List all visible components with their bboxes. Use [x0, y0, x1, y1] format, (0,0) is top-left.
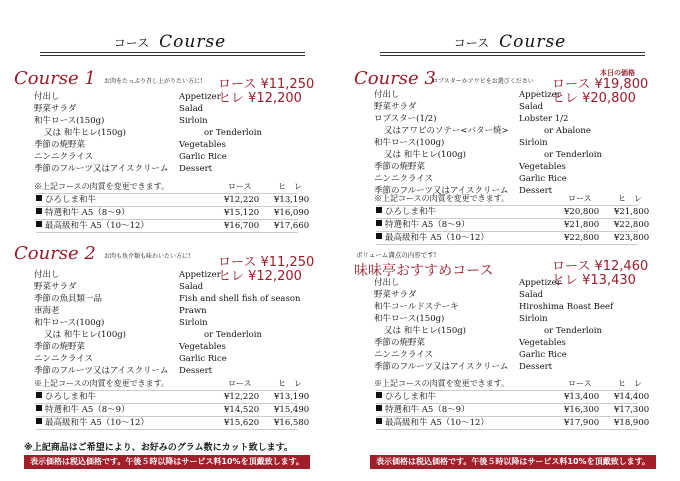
price-sirloin-cell: ¥13,400 — [564, 392, 600, 402]
tax-note-bar: 表示価格は税込価格です。午後５時以降はサービス料10%を頂戴致します。 — [370, 455, 656, 469]
bullet-square-icon — [376, 220, 382, 226]
price-fillet: ヒレ ¥20,800 — [552, 91, 636, 106]
price-row — [36, 220, 310, 232]
menu-item — [374, 278, 561, 289]
price-fillet-cell: ¥13,190 — [274, 392, 310, 402]
menu-item-jp: 野菜サラダ — [374, 290, 417, 300]
cut-note: ※上記商品はご希望により、お好みのグラム数にカット致します。 — [24, 443, 293, 453]
menu-item-jp: 野菜サラダ — [34, 282, 77, 292]
beef-grade: ひろしま和牛 — [45, 392, 97, 402]
change-note: ※上記コースの肉質を変更できます。 — [374, 194, 509, 203]
menu-item-en: Dessert — [179, 366, 213, 376]
menu-item-jp: 季節の魚貝類一品 — [34, 294, 103, 304]
col-fillet: ヒ レ — [278, 379, 302, 388]
bullet-square-icon — [36, 392, 42, 398]
price-fillet-cell: ¥16,580 — [274, 418, 310, 428]
menu-item-jp: 付出し — [34, 270, 60, 280]
price-row — [376, 417, 650, 429]
menu-item-en: Sirloin — [519, 138, 548, 148]
price-row — [376, 219, 650, 231]
menu-item — [34, 366, 213, 377]
menu-item-jp: 季節のフルーツ又はアイスクリーム — [374, 362, 509, 372]
price-sirloin: ロース ¥11,250 — [218, 77, 315, 92]
bullet-square-icon — [376, 207, 382, 213]
menu-item-en: or Tenderloin — [204, 128, 262, 138]
price-row — [376, 404, 650, 416]
row-divider — [36, 232, 298, 233]
course-title: Course 3 — [354, 68, 436, 89]
price-sirloin-cell: ¥14,520 — [224, 405, 260, 415]
menu-item-en: Garlic Rice — [179, 354, 227, 364]
menu-item-en: Hiroshima Roast Beef — [519, 302, 614, 312]
menu-item-jp: 又は 和牛ヒレ(150g) — [44, 128, 126, 138]
menu-item — [384, 326, 602, 337]
beef-grade: 特選和牛 A5（8〜9） — [385, 405, 470, 415]
menu-item-jp: 野菜サラダ — [374, 102, 417, 112]
menu-item — [374, 114, 569, 125]
bullet-square-icon — [376, 392, 382, 398]
course-tagline: お肉をたっぷり召し上がりたい方に! — [104, 78, 203, 85]
menu-item-en: Sirloin — [179, 116, 208, 126]
menu-item — [374, 138, 548, 149]
beef-grade: ひろしま和牛 — [45, 195, 97, 205]
menu-item-jp: ニンニクライス — [34, 152, 94, 162]
course-title: Course 2 — [14, 243, 96, 264]
menu-item-jp: 和牛ロース(150g) — [34, 116, 105, 126]
price-fillet-cell: ¥16,090 — [274, 208, 310, 218]
beef-grade: ひろしま和牛 — [385, 392, 437, 402]
menu-item-en: or Tenderloin — [544, 326, 602, 336]
price-fillet: ヒレ ¥12,200 — [218, 91, 302, 106]
menu-item-jp: 季節の焼野菜 — [374, 338, 426, 348]
menu-item-jp: ロブスター(1/2) — [374, 114, 437, 124]
header-rule — [380, 52, 645, 53]
price-sirloin-cell: ¥17,900 — [564, 418, 600, 428]
menu-item — [374, 338, 566, 349]
menu-item-en: Appetizer — [519, 278, 561, 288]
change-note: ※上記コースの肉質を変更できます。 — [374, 379, 509, 388]
menu-item — [374, 102, 544, 113]
menu-item-en: Salad — [519, 102, 544, 112]
menu-item-jp: ニンニクライス — [374, 350, 434, 360]
menu-item — [374, 362, 553, 373]
menu-item — [374, 350, 567, 361]
beef-grade: 最高級和牛 A5（10〜12） — [45, 418, 149, 428]
menu-item-en: Fish and shell fish of season — [179, 294, 301, 304]
header-rule — [40, 52, 305, 53]
menu-item — [374, 302, 614, 313]
menu-item-jp: 季節の焼野菜 — [34, 342, 86, 352]
menu-item — [44, 330, 262, 341]
menu-item-jp: 季節のフルーツ又はアイスクリーム — [34, 366, 169, 376]
price-fillet-cell: ¥17,300 — [614, 405, 650, 415]
price-sirloin-cell: ¥21,800 — [564, 220, 600, 230]
price-row — [36, 404, 310, 416]
menu-item-en: Dessert — [519, 186, 553, 196]
menu-item-jp: 又は 和牛ヒレ(100g) — [384, 150, 466, 160]
col-sirloin: ロース — [228, 182, 252, 191]
menu-item-jp: 車海老 — [34, 306, 60, 316]
col-fillet: ヒ レ — [618, 379, 642, 388]
menu-item-jp: 付出し — [374, 90, 400, 100]
menu-item-jp: ニンニクライス — [34, 354, 94, 364]
bullet-square-icon — [36, 418, 42, 424]
course-title: Course 1 — [14, 68, 96, 89]
price-row — [376, 232, 650, 244]
beef-grade: 特選和牛 A5（8〜9） — [45, 405, 130, 415]
price-sirloin-cell: ¥20,800 — [564, 207, 600, 217]
menu-item — [34, 306, 207, 317]
menu-item-en: Prawn — [179, 306, 207, 316]
menu-item-jp: 和牛ロース(100g) — [34, 318, 105, 328]
beef-grade: 特選和牛 A5（8〜9） — [45, 208, 130, 218]
menu-item-en: Salad — [519, 290, 544, 300]
menu-item — [374, 290, 544, 301]
course-prices — [218, 256, 314, 284]
menu-item-jp: 又は 和牛ヒレ(100g) — [44, 330, 126, 340]
col-sirloin: ロース — [568, 379, 592, 388]
row-divider — [376, 244, 638, 245]
menu-item — [34, 354, 227, 365]
menu-item-jp: ニンニクライス — [374, 174, 434, 184]
price-row — [36, 417, 310, 429]
menu-item-en: or Tenderloin — [204, 330, 262, 340]
col-fillet: ヒ レ — [618, 194, 642, 203]
price-sirloin-cell: ¥15,620 — [224, 418, 260, 428]
bullet-square-icon — [376, 405, 382, 411]
price-sirloin-cell: ¥12,220 — [224, 392, 260, 402]
price-fillet: ヒレ ¥13,430 — [552, 273, 636, 288]
menu-item-en: or Tenderloin — [544, 150, 602, 160]
col-fillet: ヒ レ — [278, 182, 302, 191]
beef-grade: 最高級和牛 A5（10〜12） — [45, 221, 149, 231]
page-header: コース Course — [453, 32, 567, 52]
menu-item — [34, 342, 226, 353]
price-fillet-cell: ¥17,660 — [274, 221, 310, 231]
menu-item-jp: 又は 和牛ヒレ(150g) — [384, 326, 466, 336]
menu-item-en: Vegetables — [179, 342, 226, 352]
tax-note-bar: 表示価格は税込価格です。午後５時以降はサービス料10%を頂戴致します。 — [24, 455, 310, 469]
change-note: ※上記コースの肉質を変更できます。 — [34, 182, 169, 191]
price-fillet-cell: ¥22,800 — [614, 220, 650, 230]
menu-item-en: Salad — [179, 104, 204, 114]
bullet-square-icon — [36, 405, 42, 411]
price-sirloin: ロース ¥11,250 — [218, 255, 315, 270]
col-sirloin: ロース — [568, 194, 592, 203]
beef-grade: 特選和牛 A5（8〜9） — [385, 220, 470, 230]
header-rule — [380, 55, 645, 56]
course-tagline: ロブスターかアワビをお選びください — [432, 78, 534, 85]
menu-item-jp: 野菜サラダ — [34, 104, 77, 114]
course-tagline: ボリューム満点の内容です! — [356, 251, 437, 259]
course-prices — [218, 78, 314, 106]
beef-grade: ひろしま和牛 — [385, 207, 437, 217]
menu-item-jp: 付出し — [34, 92, 60, 102]
row-divider — [376, 429, 638, 430]
menu-item-en: or Abalone — [544, 126, 591, 136]
menu-item-jp: 付出し — [374, 278, 400, 288]
price-row — [36, 207, 310, 219]
page-header: コース Course — [113, 32, 227, 52]
beef-grade: 最高級和牛 A5（10〜12） — [385, 233, 489, 243]
menu-item — [374, 314, 548, 325]
price-row — [376, 206, 650, 218]
menu-item-en: Salad — [179, 282, 204, 292]
menu-item — [374, 162, 566, 173]
price-fillet-cell: ¥21,800 — [614, 207, 650, 217]
menu-item-en: Appetizer — [179, 92, 221, 102]
course-tagline: お肉も魚介類も味わいたい方に! — [104, 253, 191, 260]
menu-item-jp: 季節の焼野菜 — [374, 162, 426, 172]
price-row — [376, 391, 650, 403]
menu-item-jp: 和牛ロース(150g) — [374, 314, 445, 324]
menu-item-en: Vegetables — [519, 338, 566, 348]
menu-item-en: Sirloin — [179, 318, 208, 328]
price-fillet-cell: ¥23,800 — [614, 233, 650, 243]
menu-item-en: Lobster 1/2 — [519, 114, 569, 124]
bullet-square-icon — [376, 418, 382, 424]
col-sirloin: ロース — [228, 379, 252, 388]
menu-item-en: Vegetables — [179, 140, 226, 150]
price-fillet-cell: ¥15,490 — [274, 405, 310, 415]
price-sirloin-cell: ¥12,220 — [224, 195, 260, 205]
menu-item-jp: 和牛コールドステーキ — [374, 302, 459, 312]
menu-item-en: Vegetables — [519, 162, 566, 172]
menu-item — [44, 128, 262, 139]
menu-item-jp: 季節のフルーツ又はアイスクリーム — [374, 186, 509, 196]
price-sirloin: ロース ¥19,800 — [552, 77, 649, 92]
right-page — [340, 0, 680, 481]
menu-item — [34, 164, 213, 175]
menu-item-en: Garlic Rice — [519, 174, 567, 184]
course-prices — [552, 78, 648, 106]
price-sirloin-cell: ¥16,700 — [224, 221, 260, 231]
course-prices — [552, 260, 648, 288]
price-sirloin: ロース ¥12,460 — [552, 259, 649, 274]
menu-item — [384, 126, 591, 137]
menu-item — [34, 270, 221, 281]
menu-item-jp: 季節の焼野菜 — [34, 140, 86, 150]
menu-item-en: Garlic Rice — [519, 350, 567, 360]
price-fillet-cell: ¥18,900 — [614, 418, 650, 428]
bullet-square-icon — [36, 208, 42, 214]
menu-item-jp: 和牛ロース(100g) — [374, 138, 445, 148]
price-row — [36, 194, 310, 206]
price-fillet: ヒレ ¥12,200 — [218, 269, 302, 284]
menu-item — [34, 104, 204, 115]
header-rule — [40, 55, 305, 56]
menu-item — [34, 318, 208, 329]
menu-item-en: Sirloin — [519, 314, 548, 324]
menu-item — [374, 90, 561, 101]
menu-item — [34, 116, 208, 127]
menu-item-en: Garlic Rice — [179, 152, 227, 162]
menu-item-en: Appetizer — [519, 90, 561, 100]
menu-item-jp: 又はアワビのソテー<バター焼> — [384, 126, 509, 136]
menu-item — [34, 140, 226, 151]
price-sirloin-cell: ¥22,800 — [564, 233, 600, 243]
row-divider — [36, 429, 298, 430]
price-row — [36, 391, 310, 403]
bullet-square-icon — [36, 221, 42, 227]
price-sirloin-cell: ¥16,300 — [564, 405, 600, 415]
menu-item — [384, 150, 602, 161]
menu-item-en: Dessert — [519, 362, 553, 372]
bullet-square-icon — [36, 195, 42, 201]
menu-item — [34, 294, 301, 305]
beef-grade: 最高級和牛 A5（10〜12） — [385, 418, 489, 428]
menu-item-jp: 季節のフルーツ又はアイスクリーム — [34, 164, 169, 174]
menu-item — [374, 174, 567, 185]
change-note: ※上記コースの肉質を変更できます。 — [34, 379, 169, 388]
price-sirloin-cell: ¥15,120 — [224, 208, 260, 218]
menu-item-en: Dessert — [179, 164, 213, 174]
menu-item-en: Appetizer — [179, 270, 221, 280]
menu-item — [34, 282, 204, 293]
price-fillet-cell: ¥13,190 — [274, 195, 310, 205]
menu-item — [34, 152, 227, 163]
today-price-label: 本日の価格 — [600, 69, 635, 77]
price-fillet-cell: ¥14,400 — [614, 392, 650, 402]
bullet-square-icon — [376, 233, 382, 239]
menu-item — [34, 92, 221, 103]
course-title: 味味亭おすすめコース — [354, 263, 494, 279]
